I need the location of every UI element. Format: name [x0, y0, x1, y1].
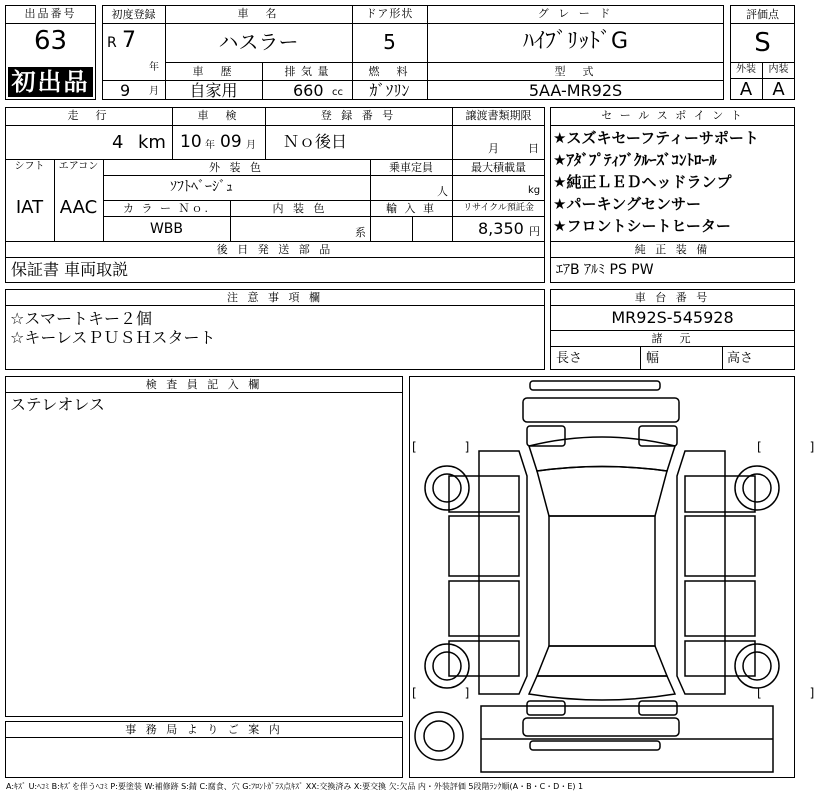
- recycle-unit: 円: [529, 225, 540, 238]
- sales-point-item: ★フロントシートヒーター: [553, 217, 731, 235]
- car-name-label: 車 名: [237, 7, 280, 20]
- reg-no-value: Ｎｏ後日: [283, 132, 348, 151]
- int-color-label: 内 装 色: [272, 202, 328, 215]
- transfer-label: 譲渡書類期限: [465, 109, 532, 122]
- capacity-unit: 人: [437, 185, 448, 198]
- int-color-unit: 系: [355, 226, 366, 239]
- diagram-bracket-right-bottom: [ ]: [757, 686, 814, 700]
- later-parts-label: 後 日 発 送 部 品: [216, 243, 334, 256]
- inspection-month-unit: 月: [246, 140, 256, 151]
- ac-value: AAC: [59, 197, 98, 218]
- load-label: 最大積載量: [471, 161, 526, 174]
- interior-label: 内装: [768, 64, 789, 75]
- damage-legend: A:ｷｽﾞ U:ﾍｺﾐ B:ｷｽﾞを伴うﾍｺﾐ P:要塗装 W:補修跡 S:錆 C:腐食、穴 G:ﾌﾛﾝﾄｶﾞﾗｽ点ｷｽﾞ XX:交換済み X:要交換 欠:欠品 内・外装評価 5段階ﾗﾝｸ順(A・B・C・D・E) 1: [6, 782, 584, 791]
- inspector-box: [5, 376, 403, 717]
- diagram-bracket-right-top: [ ]: [757, 440, 814, 454]
- model-label: 型 式: [554, 65, 597, 78]
- inspection-year-unit: 年: [205, 140, 215, 151]
- exterior-label: 外装: [736, 64, 756, 75]
- doors-value: 5: [383, 30, 396, 54]
- inspection-label: 車 検: [197, 109, 240, 122]
- grade-value: ﾊｲﾌﾞﾘｯﾄﾞG: [522, 29, 629, 54]
- mileage-value: 4: [112, 132, 124, 153]
- grade-label: グ レ ー ド: [537, 7, 614, 20]
- ext-color-value: ｿﾌﾄﾍﾞｰｼﾞｭ: [170, 179, 233, 195]
- length-label: 長さ: [556, 351, 583, 366]
- score-label: 評価点: [746, 8, 779, 21]
- load-unit: kg: [528, 185, 541, 196]
- sales-point-item: ★スズキセーフティーサポート: [553, 129, 759, 147]
- year-unit: 年: [149, 62, 159, 73]
- history-label: 車 歴: [192, 65, 235, 78]
- era-label: R: [107, 35, 117, 51]
- lot-label: 出品番号: [24, 7, 77, 20]
- score-value: S: [754, 28, 771, 58]
- equipment-value: ｴｱB ｱﾙﾐ PS PW: [556, 262, 654, 278]
- lot-number: 63: [33, 26, 68, 56]
- note-item: ☆スマートキー２個: [10, 309, 153, 328]
- reg-no-label: 登 録 番 号: [320, 109, 397, 122]
- inspection-month: 09: [220, 132, 242, 152]
- inspection-year: 10: [180, 132, 202, 152]
- sales-point-item: ★パーキングセンサー: [553, 195, 701, 213]
- history-value: 自家用: [189, 81, 238, 100]
- doors-label: ドア形状: [365, 7, 414, 20]
- note-item: ☆キーレスＰＵＳＨスタート: [10, 328, 216, 347]
- transfer-month-unit: 月: [488, 142, 499, 155]
- diagram-bracket-left-bottom: [ ]: [412, 686, 470, 700]
- displacement-unit: cc: [332, 87, 343, 98]
- recycle-label: リサイクル預託金: [463, 203, 534, 213]
- shift-label: シフト: [14, 161, 45, 172]
- equipment-label: 純 正 装 備: [634, 243, 711, 256]
- color-no-value: WBB: [149, 221, 184, 237]
- capacity-label: 乗車定員: [389, 161, 433, 174]
- specs-label: 諸 元: [651, 332, 694, 345]
- office-label: 事 務 局 よ り ご 案 内: [125, 723, 283, 736]
- exterior-value: A: [739, 79, 753, 100]
- diagram-bracket-left-top: [ ]: [412, 440, 470, 454]
- recycle-value: 8,350: [478, 219, 524, 238]
- first-reg-label: 初度登録: [111, 8, 156, 21]
- import-label: 輸 入 車: [386, 202, 436, 215]
- transfer-day-unit: 日: [528, 142, 539, 155]
- ext-color-label: 外 装 色: [209, 161, 264, 174]
- interior-value: A: [772, 79, 785, 100]
- fuel-label: 燃 料: [368, 65, 411, 78]
- month-unit: 月: [149, 86, 159, 97]
- model-value: 5AA-MR92S: [528, 81, 623, 100]
- sales-point-item: ★ｱﾀﾞﾌﾟﾃｨﾌﾞｸﾙｰｽﾞｺﾝﾄﾛｰﾙ: [553, 151, 717, 169]
- chassis-number: MR92S-545928: [611, 308, 734, 327]
- mileage-unit: km: [138, 132, 166, 153]
- shift-value: IAT: [15, 197, 44, 218]
- displacement-label: 排 気 量: [284, 65, 330, 78]
- ac-label: エアコン: [58, 161, 99, 172]
- chassis-label: 車 台 番 号: [634, 291, 711, 304]
- first-listing-badge: 初出品: [8, 67, 93, 97]
- inspector-note: ステレオレス: [10, 395, 105, 414]
- color-no-label: カ ラ ー Ｎｏ.: [123, 202, 210, 215]
- mileage-label: 走 行: [67, 109, 110, 122]
- sales-point-item: ★純正ＬＥＤヘッドランプ: [553, 173, 732, 191]
- fuel-value: ｶﾞｿﾘﾝ: [369, 81, 410, 100]
- displacement-value: 660: [293, 81, 324, 100]
- height-label: 高さ: [727, 351, 754, 366]
- year-value: 7: [122, 28, 136, 53]
- inspector-label: 検 査 員 記 入 欄: [145, 378, 263, 391]
- car-name-value: ハスラー: [218, 30, 299, 54]
- notes-label: 注 意 事 項 欄: [227, 291, 323, 304]
- later-parts-value: 保証書 車両取説: [11, 260, 129, 279]
- month-value: 9: [120, 81, 131, 100]
- car-damage-diagram: [409, 376, 795, 778]
- width-label: 幅: [646, 351, 660, 366]
- sales-points-label: セ ー ル ス ポ イ ン ト: [601, 109, 744, 122]
